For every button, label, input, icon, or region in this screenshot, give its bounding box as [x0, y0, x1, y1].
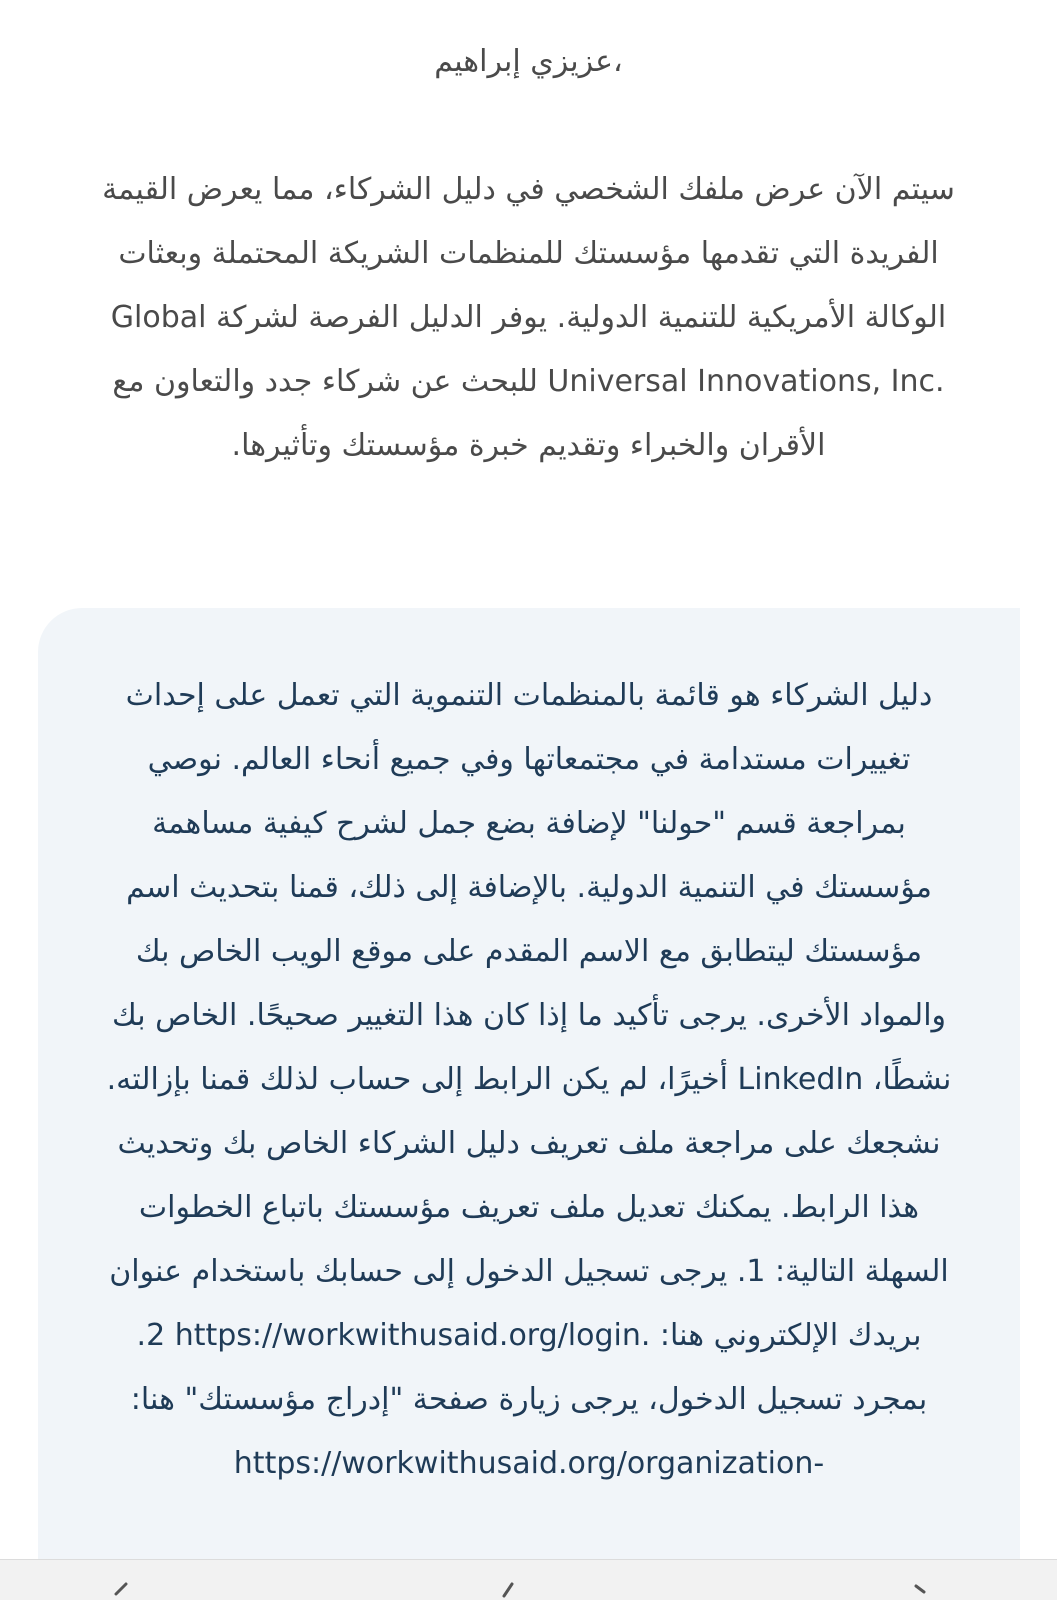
system-navigation-bar	[0, 1559, 1057, 1600]
greeting: ،عزيزي إبراهيم	[434, 44, 623, 79]
home-button[interactable]	[490, 1582, 530, 1600]
intro-paragraph	[100, 158, 957, 478]
card-text-start: دليل الشركاء هو قائمة بالمنظمات التنموية التي تعمل على إحداث تغييرات مستدامة في مجتمعاتها وفي جميع أنحاء العالم. نوصي بمراجعة قسم "حولنا" لإضافة بضع جمل لشرح كيفية مساهمة مؤسستك في التنمية الدولية. بالإضافة إلى ذلك، قمنا بتحديث اسم مؤسستك ليتطابق مع الاسم المقدم على موقع الويب الخاص بك والمواد الأخرى. يرجى تأكيد ما إذا كان هذا التغيير صحيحًا. الخاص بك نشطًا،	[111, 678, 952, 1097]
card-step2-text: 2. بمجرد تسجيل الدخول، يرجى زيارة صفحة "إدراج مؤسستك" هنا:	[130, 1318, 928, 1417]
company-name: Global Universal Innovations, Inc.	[110, 300, 945, 399]
message-card	[38, 608, 1020, 1560]
intro-text-end: للبحث عن شركاء جدد والتعاون مع الأقران والخبراء وتقديم خبرة مؤسستك وتأثيرها.	[112, 364, 826, 463]
card-paragraph	[100, 664, 958, 1496]
recents-icon	[908, 1582, 932, 1600]
login-link[interactable]: https://workwithusaid.org/login.	[174, 1318, 651, 1353]
intro-text-start: سيتم الآن عرض ملفك الشخصي في دليل الشركاء، مما يعرض القيمة الفريدة التي تقدمها مؤسستك للمنظمات الشريكة المحتملة وبعثات الوكالة الأمريكية للتنمية الدولية. يوفر الدليل الفرصة لشركة	[102, 172, 955, 335]
back-button[interactable]	[100, 1582, 140, 1600]
home-icon	[498, 1582, 522, 1600]
chevron-left-icon	[108, 1582, 132, 1600]
organization-link[interactable]: https://workwithusaid.org/organization-	[233, 1446, 825, 1481]
linkedin-label: LinkedIn	[737, 1062, 864, 1097]
recents-button[interactable]	[900, 1582, 940, 1600]
card-text-middle: أخيرًا، لم يكن الرابط إلى حساب لذلك قمنا بإزالته. نشجعك على مراجعة ملف تعريف دليل الشركاء الخاص بك وتحديث هذا الرابط. يمكنك تعديل ملف تعريف مؤسستك باتباع الخطوات السهلة التالية: 1. يرجى تسجيل الدخول إلى حسابك باستخدام عنوان بريدك الإلكتروني هنا:	[106, 1062, 949, 1353]
